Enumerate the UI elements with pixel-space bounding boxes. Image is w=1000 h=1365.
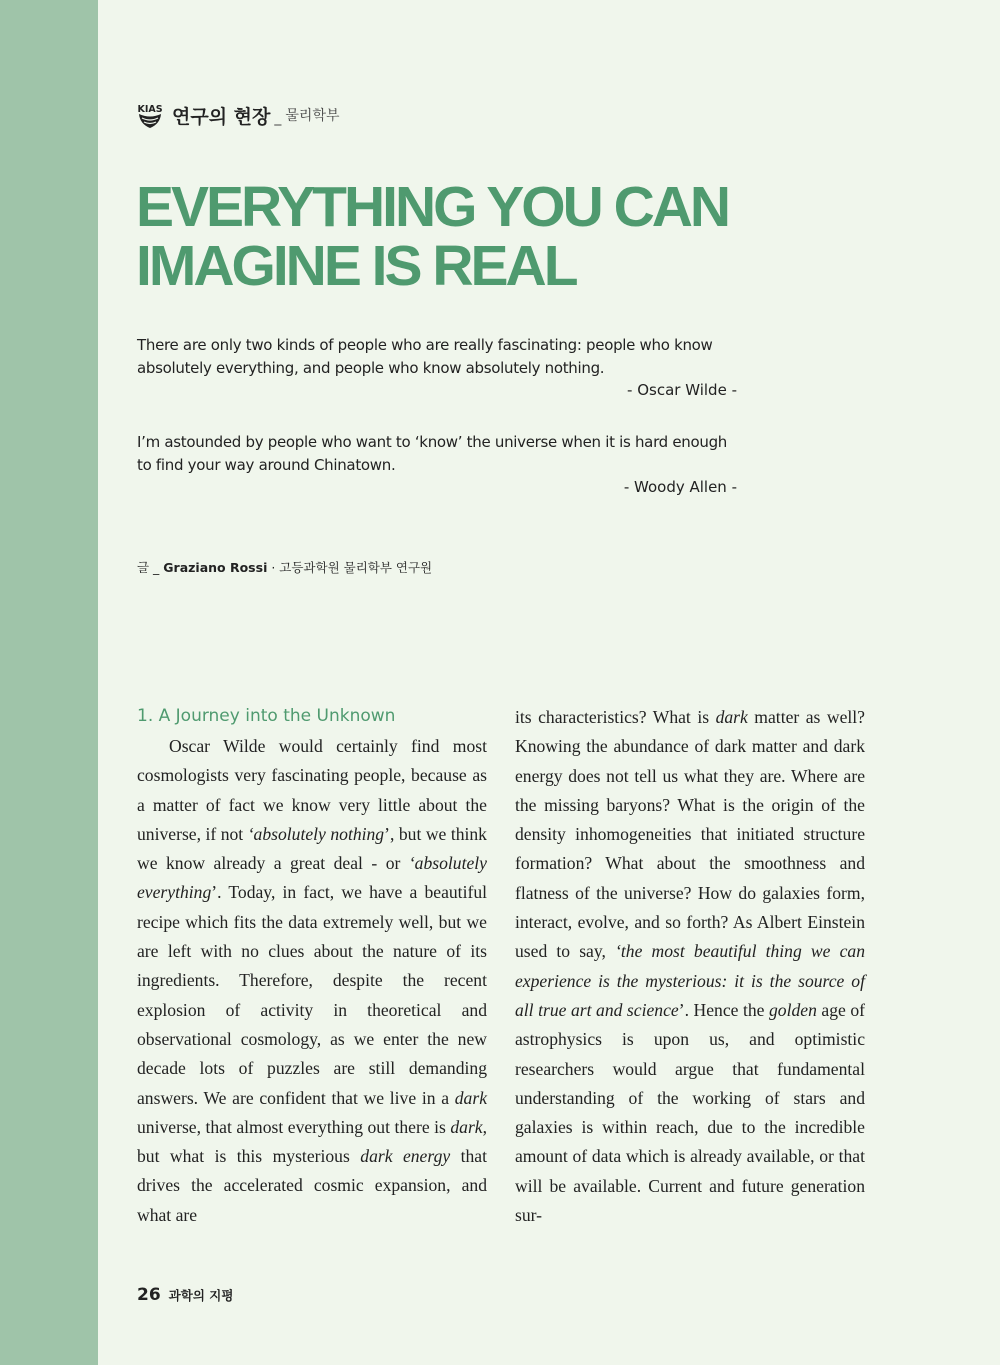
emphasis-text: ‘the most beautiful thing we can experience is the mysterious: it is the source of all true art and science [515, 941, 865, 1020]
article-title [136, 175, 836, 298]
body-text: that drives the accelerated cosmic expansion, and what are [137, 1146, 487, 1225]
article-column-right [515, 703, 865, 1230]
byline-prefix: 글 _ [137, 560, 164, 575]
epigraph-quote [137, 334, 737, 402]
emphasis-text: dark [450, 1116, 483, 1137]
emphasis-text: dark [715, 707, 748, 727]
body-text: universe, that almost everything out there is [137, 1116, 451, 1137]
section-title: 연구의 현장 [172, 105, 271, 128]
author-name: Graziano Rossi [163, 560, 268, 575]
body-text: Oscar Wilde would certainly find most cosmologists very fascinating people, because as a matter of fact we know very little about the universe, if not [137, 736, 487, 844]
section-separator: _ [274, 110, 282, 126]
emphasis-text: dark [454, 1087, 487, 1108]
title-line-2: IMAGINE IS REAL [136, 234, 576, 298]
page-number: 26 [137, 1285, 161, 1305]
body-text: , but what is this mysterious [137, 1116, 487, 1167]
emphasis-text: ‘absolutely everything [137, 853, 487, 903]
body-paragraph [515, 703, 865, 1230]
svg-text:KIAS: KIAS [137, 104, 163, 115]
body-text: matter as well? Knowing the abundance of dark matter and dark energy does not tell us what they are. Where are the missing baryons? What is the origin of the density inhomogeneities that initiated structure formation? What about the smoothness and flatness of the universe? How do galaxies form, interact, evolve, and so forth? As Albert Einstein used to say, [515, 707, 865, 962]
body-text: ’. Today, in fact, we have a beautiful recipe which fits the data extremely well, but we are left with no clues about the nature of its ingredients. Therefore, despite the recent explosion of activity in theoretical and observational cosmology, as we enter the new decade lots of puzzles are still demanding answers. We are confident that we live in a [137, 882, 487, 1108]
emphasis-text: dark energy [360, 1146, 451, 1167]
body-paragraph [137, 732, 487, 1230]
author-affiliation: · 고등과학원 물리학부 연구원 [267, 560, 433, 575]
section-subtitle: 물리학부 [285, 108, 340, 124]
quote-text: I’m astounded by people who want to ‘know’ the universe when it is hard enough to find your way around Chinatown. [137, 433, 728, 474]
page-footer [137, 1285, 233, 1305]
section-header [137, 98, 340, 132]
body-text: age of astrophysics is upon us, and optimistic researchers would argue that fundamental understanding of the working of stars and galaxies is within reach, due to the incredible amount of data which is already available, or that will be available. Current and future generation sur- [515, 999, 865, 1226]
quote-text: There are only two kinds of people who are really fascinating: people who know absolutely everything, and people who know absolutely nothing. [137, 336, 713, 377]
body-text: its characteristics? What is [515, 707, 716, 727]
quote-author: - Woody Allen - [623, 478, 737, 496]
left-margin-bar [0, 0, 98, 1365]
kias-logo-icon [137, 100, 163, 130]
magazine-name: 과학의 지평 [168, 1288, 234, 1303]
byline [137, 558, 432, 576]
body-text: ’, but we think we know already a great deal - or [137, 823, 487, 874]
epigraph-quote [137, 431, 737, 499]
quote-author: - Oscar Wilde - [627, 381, 737, 399]
section-heading: 1. A Journey into the Unknown [137, 706, 396, 726]
title-line-1: EVERYTHING YOU CAN [136, 175, 729, 239]
emphasis-text: golden [768, 999, 817, 1020]
article-column-left [137, 703, 487, 1230]
body-text: ’. Hence the [678, 999, 769, 1020]
emphasis-text: ‘absolutely nothing [247, 823, 385, 844]
